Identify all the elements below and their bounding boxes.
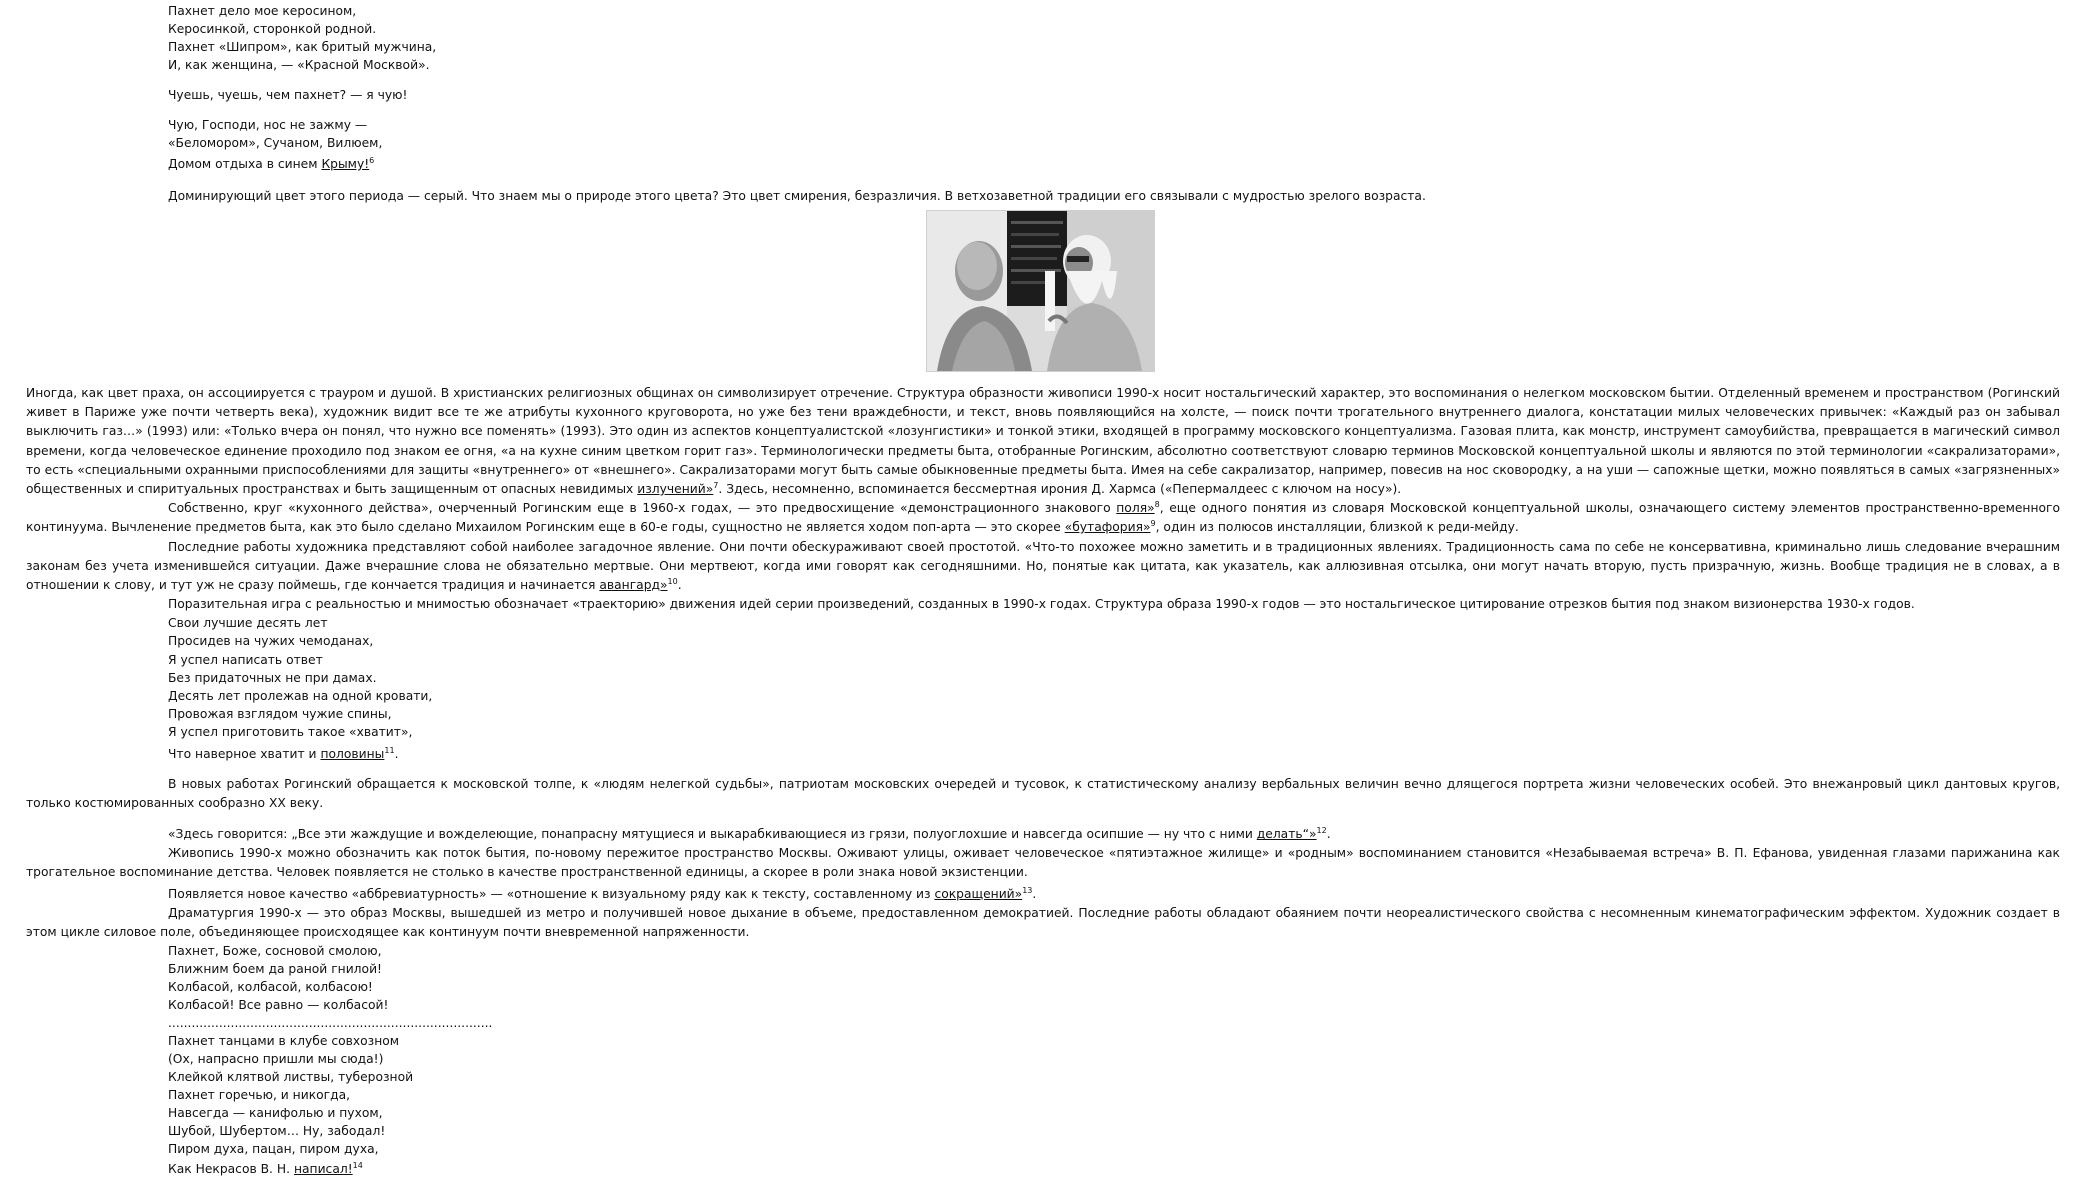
quote-dante: «Здесь говорится: „Все эти жаждущие и вожделеющие, понапрасну мятущиеся и выкарабкивающиеся из грязи, полуоглохшие и навсегда осипшие — ну что с ними делать“»$^{12}$. — [168, 826, 1331, 842]
footnote-number: 14 — [352, 1160, 363, 1170]
paragraph-moscow-crowd: В новых работах Рогинский обращается к московской толпе, к «людям нелегкой судьбы», патриотам московских очередей и тусовок, к статистическому анализу вербальных величин вечно длящегося портрета жизни человеческих особей. Это внежанровый цикл дантовых кругов, только костюмированных сообразно XX веку. — [26, 776, 2060, 811]
footnote-link-14[interactable]: написал! — [293, 1162, 353, 1177]
footnote-link-13[interactable]: сокращений» — [934, 886, 1023, 901]
footnote-link-12[interactable]: делать“» — [1256, 827, 1317, 842]
poem-line: Свои лучшие десять лет — [168, 616, 328, 631]
footnote-number: 13 — [1022, 885, 1033, 895]
poem-line: Я успел приготовить такое «хватит», — [168, 725, 413, 740]
poem-line: Как Некрасов В. Н. написал!$^{14}$ — [168, 1160, 363, 1177]
poem-line: Просидев на чужих чемоданах, — [168, 634, 374, 649]
paragraph-dominant-color: Доминирующий цвет этого периода — серый. Что знаем мы о природе этого цвета? Это цвет смирения, безразличия. В ветхозаветной традиции его связывали с мудростью зрелого возраста. — [168, 189, 1426, 203]
poem-line: Я успел написать ответ — [168, 652, 323, 667]
poem-line: Пахнет «Шипром», как бритый мужчина, — [168, 40, 437, 54]
footnote-number: 7 — [713, 480, 719, 490]
poem-stanza-2 — [168, 86, 2060, 104]
footnote-number: 9 — [1150, 519, 1156, 529]
footnote-number: 12 — [1316, 826, 1327, 836]
footnote-link-10[interactable]: авангард» — [599, 578, 668, 593]
poem-stanza-5 — [168, 942, 2060, 1178]
paragraph-abbreviation: Появляется новое качество «аббревиатурность» — «отношение к визуальному ряду как к тексту, составленному из сокращений»$^{13}$. — [168, 885, 1037, 901]
poem-line: Без придаточных не при дамах. — [168, 670, 377, 685]
poem-stanza-3 — [168, 116, 2060, 173]
artist-photo — [926, 210, 1155, 372]
paragraph-flow-of-being: Живопись 1990-х можно обозначить как поток бытия, по-новому пережитое пространство Москвы. Оживают улицы, оживает человеческое «пятиэтажное жилище» и «родным» воспоминанием становится «Незабываемая встреча» В. П. Ефанова, увиденная глазами парижанина как трогательное воспоминание детства. Человек появляется не столько в качестве пространственной единицы, а скорее в роли знака новой экзистенции. — [26, 846, 2060, 880]
paragraph-reality-game: Поразительная игра с реальностью и мнимостью обозначает «траекторию» движения идей серии произведений, созданных в 1990-х годах. Структура образа 1990-х годов — это ностальгическое цитирование отрезков бытия под знаком визионерства 1930-х годов. — [168, 597, 1915, 612]
poem-line: Десять лет пролежав на одной кровати, — [168, 689, 433, 704]
poem-line: Керосинкой, сторонкой родной. — [168, 22, 377, 36]
poem-line: Чуешь, чуешь, чем пахнет? — я чую! — [168, 88, 408, 102]
footnote-number: 10 — [667, 576, 678, 586]
footnote-link-11[interactable]: половины — [320, 746, 385, 761]
footnote-number: 6 — [369, 155, 375, 165]
poem-line: Что наверное хватит и половины$^{11}$. — [168, 745, 399, 761]
poem-stanza-1 — [168, 2, 2060, 74]
poem-line: Пахнет горечью, и никогда, — [168, 1088, 351, 1103]
paragraph-kitchen-circle: Собственно, круг «кухонного действа», очерченный Рогинским еще в 1960-х годах, — это предвосхищение «демонстрационного знакового поля»$^8$, еще одного понятия из словаря Московской концептуальной школы, означающего систему элементов пространственно-временного континуума. Вычленение предметов быта, как это было сделано Михаилом Рогинским еще в 60-е годы, сущностно не является ходом поп-арта — это скорее «бутафория»$^9$, один из полюсов инсталляции, близкой к реди-мейду. — [26, 500, 2061, 535]
ellipsis-separator: ................................................................................... — [168, 1016, 493, 1031]
poem-line: Колбасой, колбасой, колбасою! — [168, 980, 373, 995]
poem-line: Чую, Господи, нос не зажму — — [168, 118, 368, 132]
poem-line: Колбасой! Все равно — колбасой! — [168, 998, 389, 1013]
paragraph-last-works: Последние работы художника представляют собой наиболее загадочное явление. Они почти обескураживают своей простотой. «Что-то похожее можно заметить и в традиционных явлениях. Традиционность сама по себе не консервативна, криминально лишь следование вчерашним законам без учета изменившейся ситуации. Даже вчерашние слова не обязательно мертвые. Они мертвеют, когда ими говорят как сегодняшними. Но, понятые как цитата, как указатель, как аллюзивная отсылка, они могут начать вторую, пусть призрачную, жизнь. Вообще традиция не в словах, а в отношении к слову, и тут уж не сразу поймешь, где кончается традиция и начинается авангард»$^{10}$. — [26, 539, 2060, 593]
footnote-link-9[interactable]: «бутафория» — [1064, 520, 1151, 535]
photo-container — [26, 210, 2060, 374]
footnote-link-8[interactable]: поля» — [1116, 501, 1155, 516]
poem-line: Клейкой клятвой листвы, туберозной — [168, 1070, 414, 1085]
poem-line: Пахнет дело мое керосином, — [168, 4, 357, 18]
poem-line-text: Домом отдыха в синем — [168, 157, 322, 171]
poem-line: Навсегда — канифолью и пухом, — [168, 1106, 383, 1121]
poem-line: Шубой, Шубертом… Ну, забодал! — [168, 1124, 386, 1139]
poem-line: Ближним боем да раной гнилой! — [168, 962, 382, 977]
footnote-link-6[interactable]: Крыму! — [321, 157, 370, 171]
poem-stanza-4 — [168, 614, 2060, 763]
poem-line: И, как женщина, — «Красной Москвой». — [168, 58, 430, 72]
footnote-number: 8 — [1154, 500, 1160, 510]
poem-line: (Ох, напрасно пришли мы сюда!) — [168, 1052, 384, 1067]
poem-line: Пахнет танцами в клубе совхозном — [168, 1034, 400, 1049]
footnote-number: 11 — [384, 745, 395, 755]
footnote-link-7[interactable]: излучений» — [637, 482, 714, 497]
article-page — [26, 0, 2060, 1178]
poem-line: Пахнет, Боже, сосновой смолою, — [168, 944, 382, 959]
poem-line — [168, 155, 2060, 173]
paragraph-ash-color: Иногда, как цвет праха, он ассоциируется с трауром и душой. В христианских религиозных общинах он символизирует отречение. Структура образности живописи 1990-х носит ностальгический характер, это воспоминания о нелегком московском бытии. Отделенный временем и пространством (Рогинский живет в Париже уже почти четверть века), художник видит все те же атрибуты кухонного круговорота, но уже без тени враждебности, и текст, вновь появляющийся на холсте, — поиск почти трогательного внутреннего диалога, констатации милых человеческих привычек: «Каждый раз он забывал выключить газ…» (1993) или: «Только вчера он понял, что нужно все поменять» (1993). Это один из аспектов концептуалистской «лозунгистики» и тонкой этики, входящей в программу московского концептуализма. Газовая плита, как монстр, инструмент самоубийства, превращается в магический символ времени, когда человеческое единение проходило под знаком ее огня, «а на кухне синим цветком горит газ». Терминологически предметы быта, отобранные Рогинским, абсолютно соответствуют словарю терминов Московской концептуальной школы и являются по этой терминологии «сакрализаторами», то есть «специальными охранными приспособлениями для защиты «внутреннего» от «внешнего». Сакрализаторами могут быть самые обыкновенные предметы быта. Имея на себе сакрализатор, например, повесив на нос сковородку, а на уши — сапожные щетки, можно появляться в самых «загрязненных» общественных и спиритуальных пространствах и быть защищенным от опасных невидимых излучений»$^7$. Здесь, несомненно, вспоминается бессмертная ирония Д. Хармса («Пепермалдеес с ключом на носу»). — [26, 386, 2060, 497]
poem-line: «Беломором», Сучаном, Вилюем, — [168, 136, 383, 150]
paragraph-dramaturgy: Драматургия 1990-х — это образ Москвы, вышедшей из метро и получившей новое дыхание в объеме, предоставленном демократией. Последние работы обладают обаянием почти неореалистического свойства с несомненным кинематографическим эффектом. Художник создает в этом цикле силовое поле, объединяющее происходящее как континуум почти вневременной напряженности. — [26, 905, 2060, 939]
poem-line: Провожая взглядом чужие спины, — [168, 707, 392, 722]
poem-line: Пиром духа, пацан, пиром духа, — [168, 1142, 379, 1157]
